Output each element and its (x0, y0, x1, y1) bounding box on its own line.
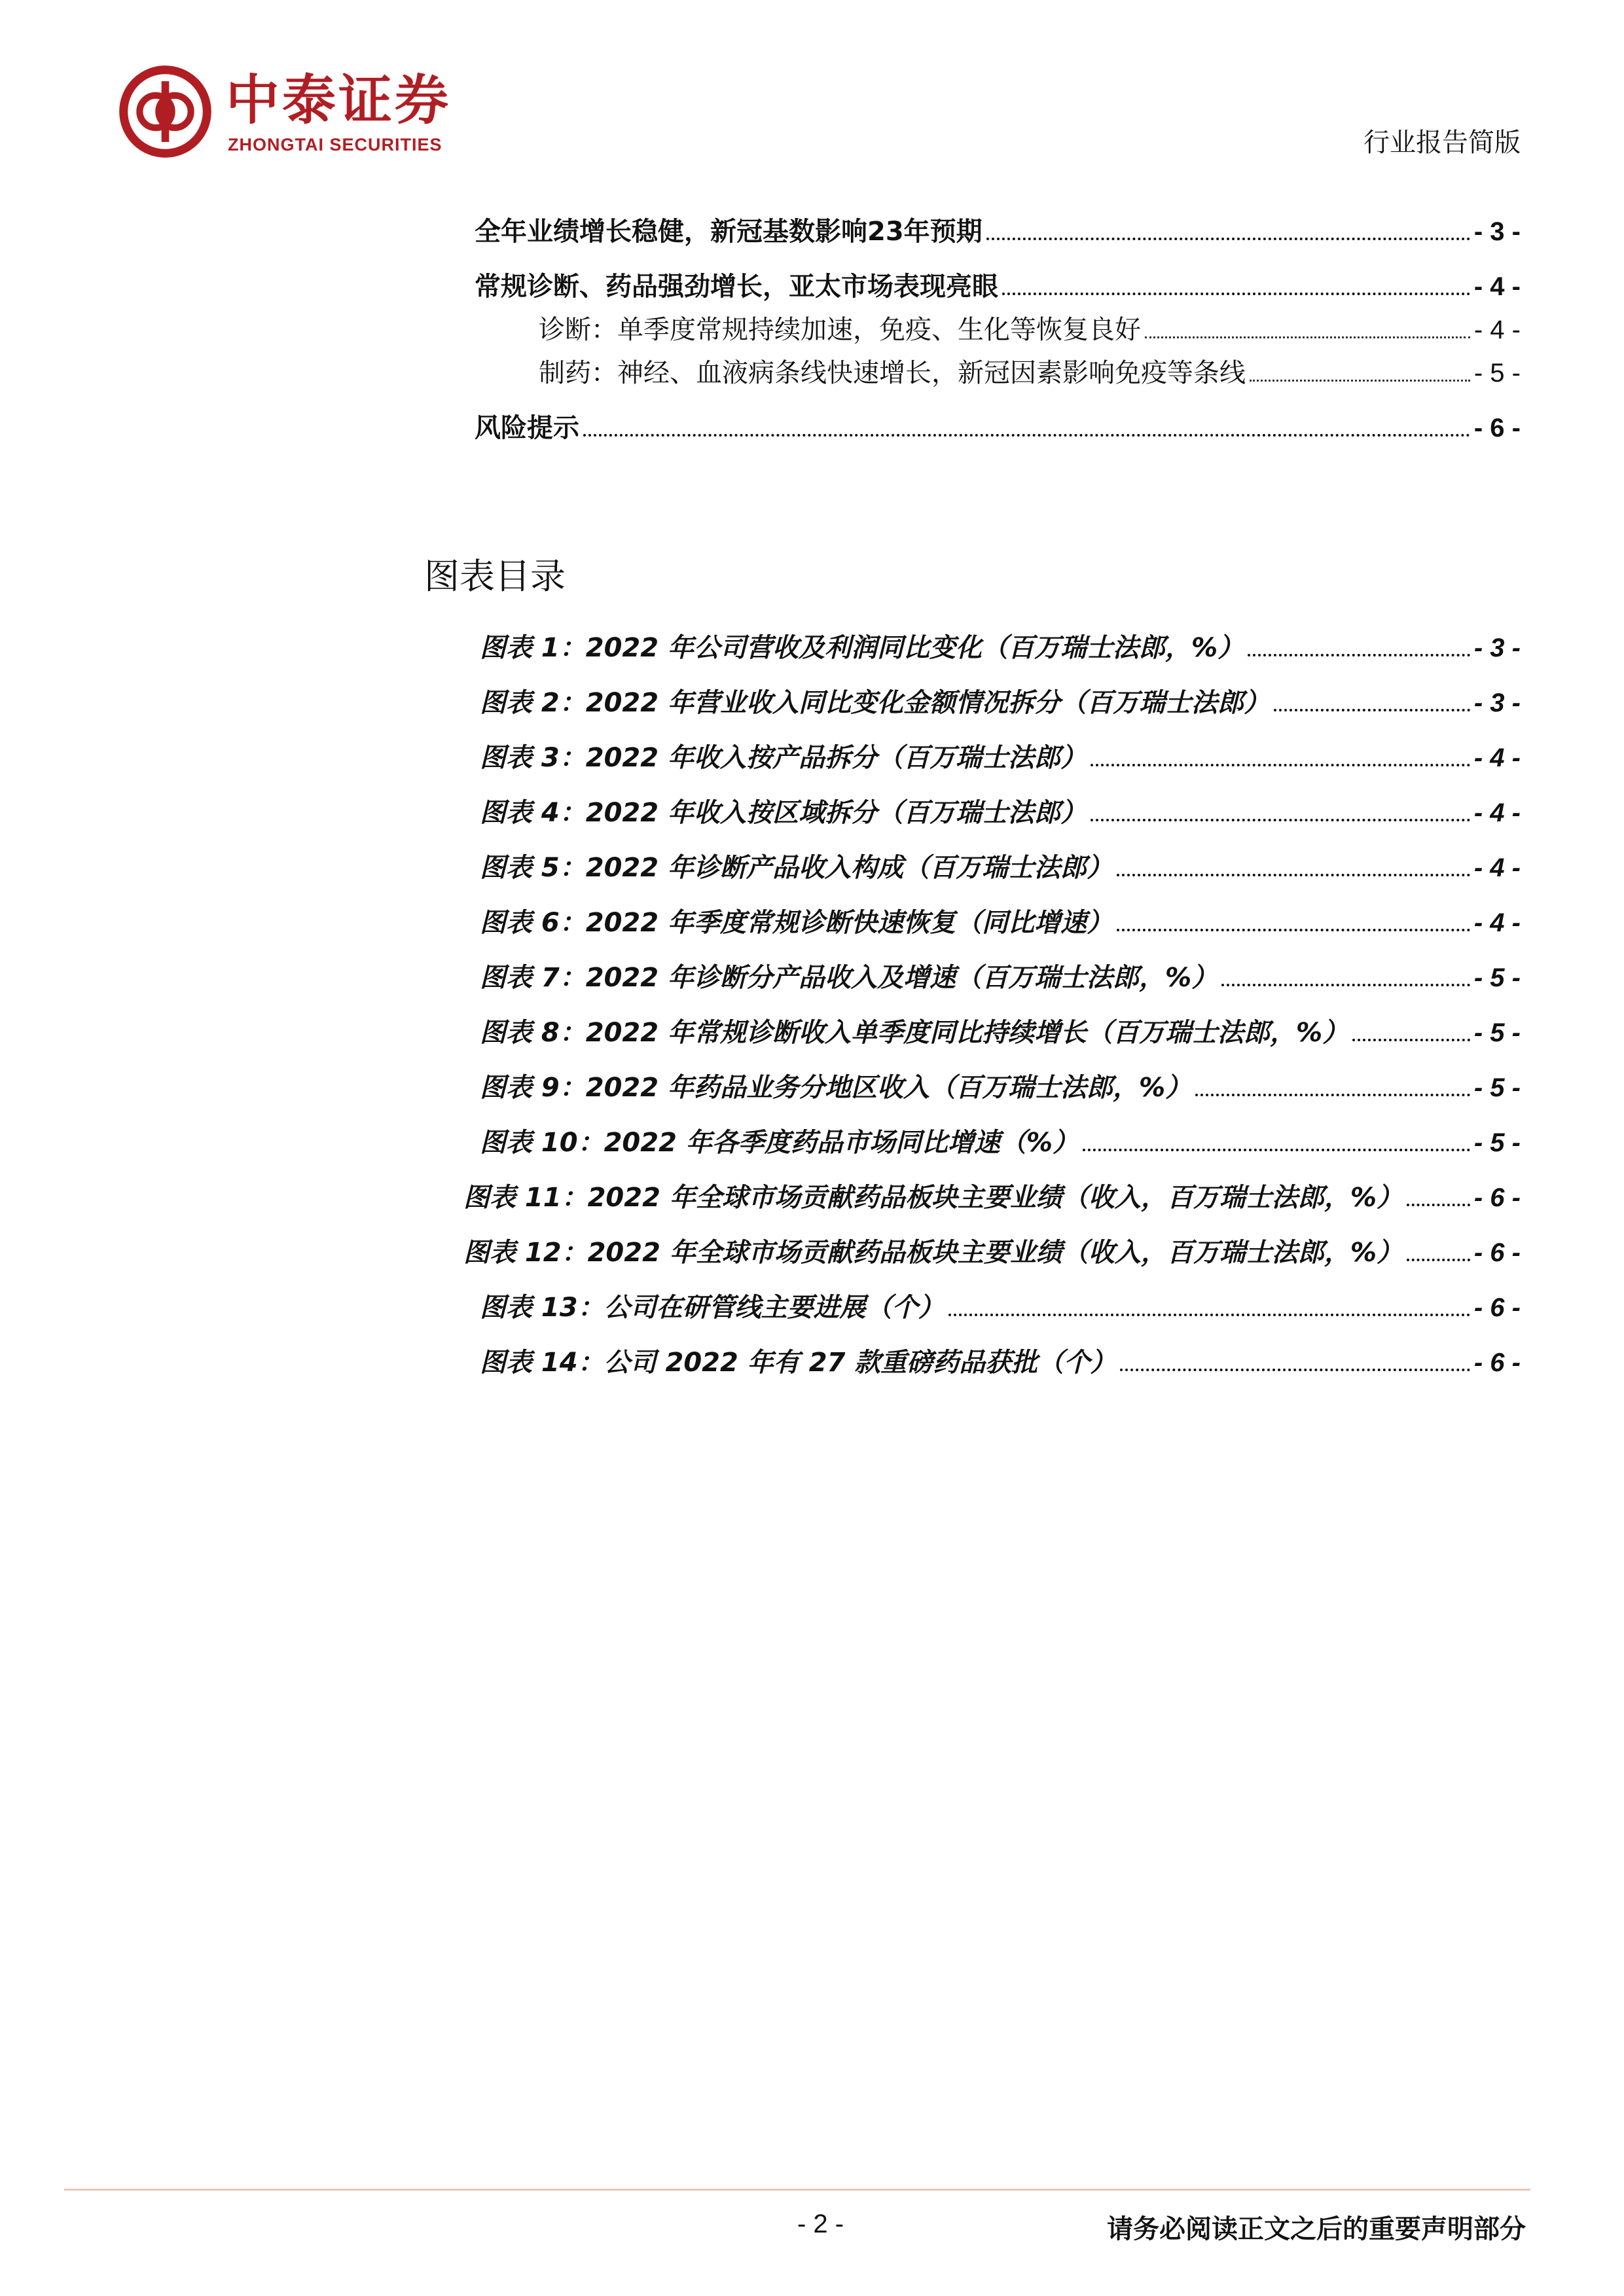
figure-entry-title: 图表 11：2022 年全球市场贡献药品板块主要业绩（收入，百万瑞士法郎，%） (463, 1183, 1403, 1213)
figure-entry-page: - 4 - (1473, 853, 1521, 882)
figure-entry-page: - 5 - (1473, 1128, 1521, 1157)
figure-entry-title: 图表 8：2022 年常规诊断收入单季度同比持续增长（百万瑞士法郎，%） (480, 1018, 1349, 1048)
dot-leader (1407, 1204, 1470, 1206)
figure-entry-page: - 4 - (1473, 908, 1521, 937)
figure-entry-page: - 3 - (1473, 634, 1521, 662)
figure-entry[interactable] (480, 907, 1521, 939)
dot-leader (1352, 1039, 1470, 1041)
toc-subentry[interactable] (539, 314, 1521, 346)
figure-entry-page: - 5 - (1473, 963, 1521, 992)
figure-entry-page: - 6 - (1473, 1293, 1521, 1322)
figure-entry-page: - 6 - (1473, 1348, 1521, 1377)
figure-list-heading: 图表目录 (424, 556, 566, 597)
figure-entry[interactable] (480, 962, 1521, 994)
dot-leader (1145, 336, 1470, 338)
figure-entry[interactable] (480, 1127, 1521, 1158)
figure-entry[interactable] (480, 1017, 1521, 1049)
figure-entry[interactable] (480, 687, 1521, 719)
figure-entry[interactable] (480, 797, 1521, 829)
toc-entry-page: - 4 - (1473, 272, 1521, 301)
figure-entry-page: - 5 - (1473, 1073, 1521, 1102)
figure-entry-title: 图表 3：2022 年收入按产品拆分（百万瑞士法郎） (480, 743, 1087, 773)
toc-entry-page: - 6 - (1473, 414, 1521, 442)
dot-leader (1091, 819, 1470, 821)
figure-entry-title: 图表 2：2022 年营业收入同比变化金额情况拆分（百万瑞士法郎） (480, 688, 1271, 718)
figure-entry-title: 图表 6：2022 年季度常规诊断快速恢复（同比增速） (480, 908, 1113, 938)
toc-entry-page: - 3 - (1473, 217, 1521, 246)
figure-entry-title: 图表 12：2022 年全球市场贡献药品板块主要业绩（收入，百万瑞士法郎，%） (463, 1238, 1403, 1268)
toc-entry-title: 风险提示 (475, 413, 579, 443)
figure-entry[interactable] (480, 742, 1521, 774)
figure-entry[interactable] (463, 1182, 1521, 1213)
figure-entry-title: 图表 14：公司 2022 年有 27 款重磅药品获批（个） (480, 1348, 1117, 1378)
dot-leader (948, 1314, 1470, 1316)
dot-leader (986, 238, 1470, 240)
figure-entry-title: 图表 13：公司在研管线主要进展（个） (480, 1293, 945, 1323)
figure-entry-page: - 6 - (1473, 1238, 1521, 1267)
dot-leader (1091, 764, 1470, 766)
figure-entry-title: 图表 1：2022 年公司营收及利润同比变化（百万瑞士法郎，%） (480, 633, 1244, 663)
figure-entry-page: - 6 - (1473, 1183, 1521, 1212)
toc-subentry-page: - 4 - (1473, 315, 1521, 344)
dot-leader (1407, 1259, 1470, 1261)
dot-leader (1250, 380, 1470, 382)
toc-entry-title: 全年业绩增长稳健，新冠基数影响23年预期 (475, 217, 983, 247)
dot-leader (1120, 1369, 1470, 1371)
company-logo (118, 64, 484, 162)
toc-entry[interactable] (475, 412, 1521, 444)
figure-entry-page: - 5 - (1473, 1018, 1521, 1047)
dot-leader (1248, 654, 1470, 656)
toc-subentry-title: 诊断：单季度常规持续加速，免疫、生化等恢复良好 (539, 315, 1141, 345)
figure-entry-title: 图表 9：2022 年药品业务分地区收入（百万瑞士法郎，%） (480, 1073, 1192, 1103)
dot-leader (1117, 929, 1470, 931)
figure-entry-title: 图表 7：2022 年诊断分产品收入及增速（百万瑞士法郎，%） (480, 963, 1218, 993)
dot-leader (1274, 709, 1470, 711)
toc-entry-title: 常规诊断、药品强劲增长，亚太市场表现亮眼 (475, 272, 998, 302)
figure-entry-title: 图表 10：2022 年各季度药品市场同比增速（%） (480, 1128, 1079, 1158)
figure-entry[interactable] (480, 1072, 1521, 1103)
figure-entry-title: 图表 4：2022 年收入按区域拆分（百万瑞士法郎） (480, 798, 1087, 828)
figure-entry[interactable] (463, 1237, 1521, 1268)
figure-entry[interactable] (480, 1292, 1521, 1323)
dot-leader (1002, 293, 1470, 295)
dot-leader (1221, 984, 1470, 986)
figure-entry[interactable] (480, 852, 1521, 884)
figure-entry-page: - 4 - (1473, 744, 1521, 772)
figure-entry-page: - 3 - (1473, 689, 1521, 717)
zhongtai-logo-icon (118, 64, 213, 159)
dot-leader (1117, 874, 1470, 876)
figure-entry-page: - 4 - (1473, 798, 1521, 827)
toc-entry[interactable] (475, 271, 1521, 302)
toc-subentry-title: 制药：神经、血液病条线快速增长，新冠因素影响免疫等条线 (539, 358, 1246, 388)
toc-subentry-page: - 5 - (1473, 359, 1521, 387)
report-type-label: 行业报告简版 (1363, 128, 1521, 158)
footer-disclaimer: 请务必阅读正文之后的重要声明部分 (1107, 2214, 1526, 2244)
figure-entry[interactable] (480, 1347, 1521, 1378)
figure-entry-title: 图表 5：2022 年诊断产品收入构成（百万瑞士法郎） (480, 853, 1113, 883)
toc-subentry[interactable] (539, 357, 1521, 389)
logo-chinese-name: 中泰证券 (226, 69, 452, 132)
figure-entry[interactable] (480, 632, 1521, 664)
page-number: - 2 - (797, 2210, 844, 2238)
dot-leader (1083, 1149, 1470, 1151)
logo-english-name: ZHONGTAI SECURITIES (228, 135, 442, 154)
dot-leader (1195, 1094, 1470, 1096)
dot-leader (583, 434, 1470, 437)
toc-entry[interactable] (475, 216, 1521, 247)
footer-divider (64, 2189, 1530, 2191)
